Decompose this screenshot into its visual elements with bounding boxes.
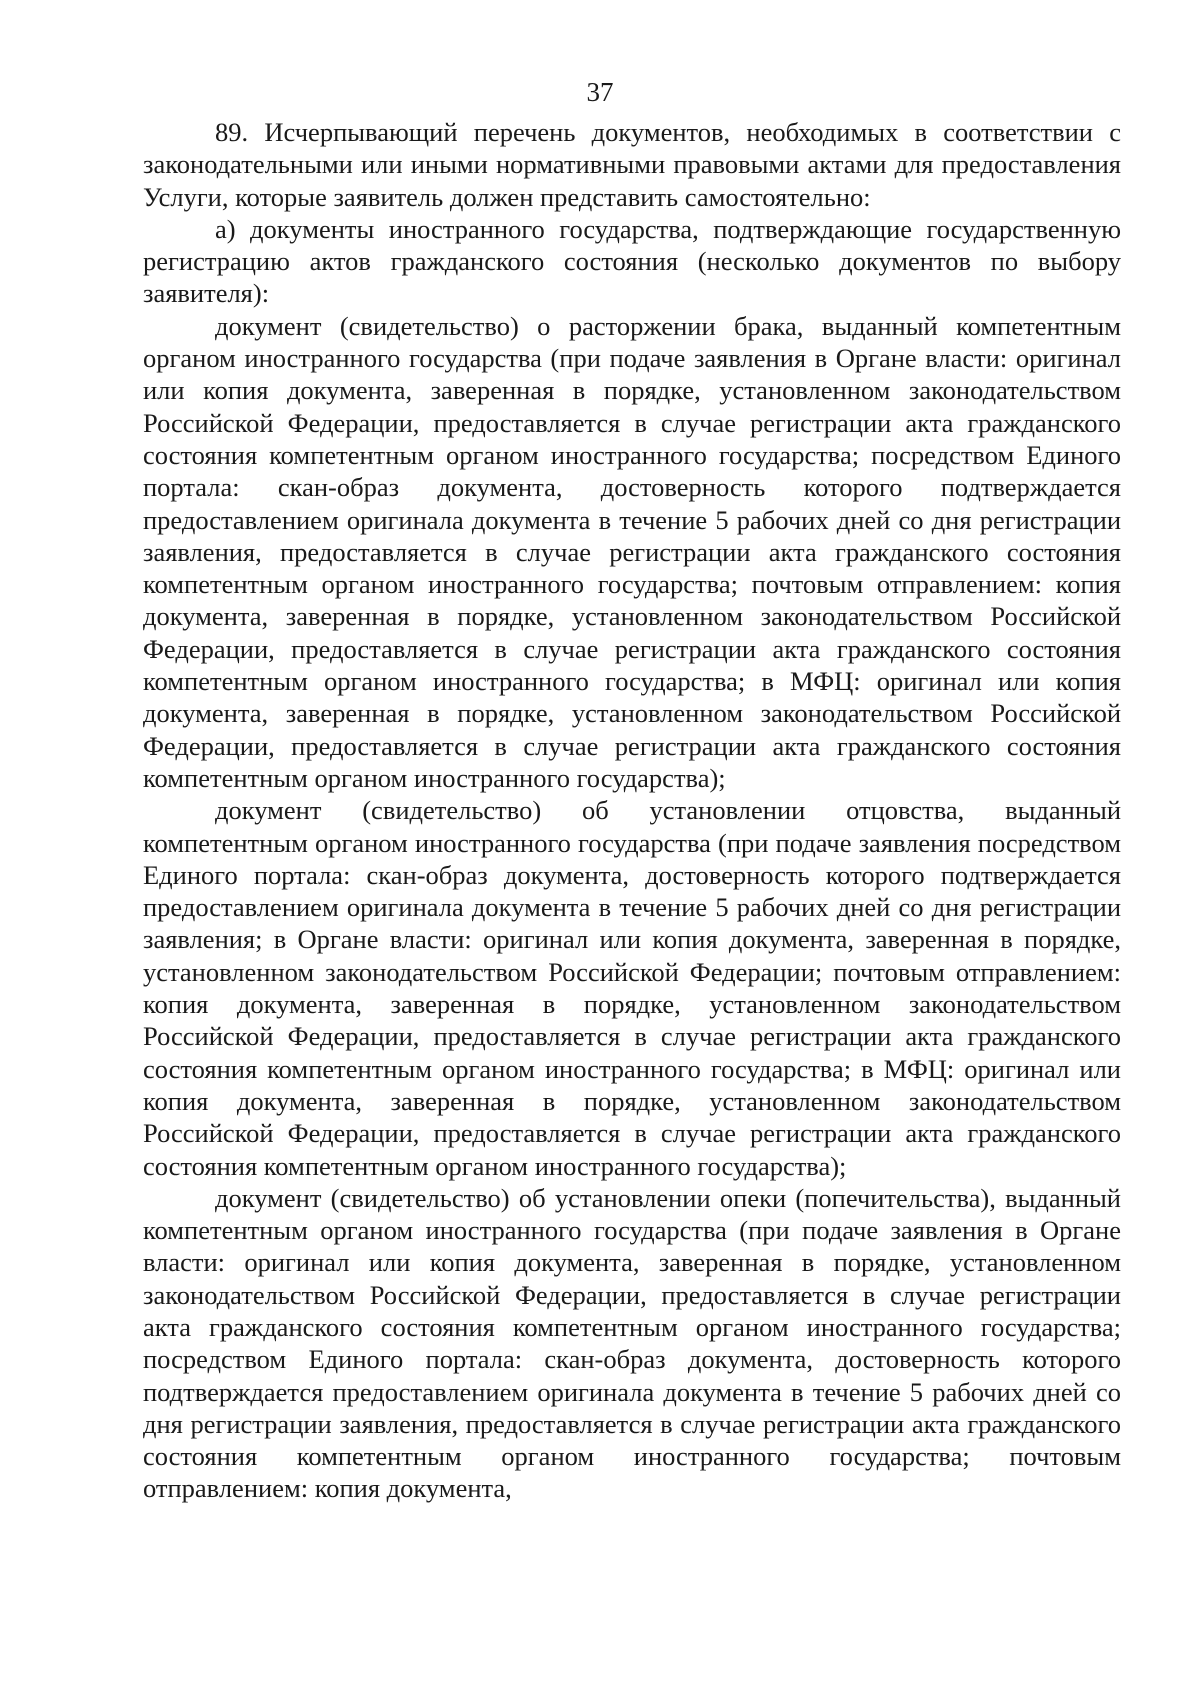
paragraph-guardianship-certificate: документ (свидетельство) об установлении опеки (попечительства), выданный компетентным органом иностранного государства (при подаче заявления в Органе власти: оригинал или копия документа, заверенная в порядке, установленном законодательством Российской Федерации, предоставляется в случае регистрации акта гражданского состояния компетентным органом иностранного государства; посредством Единого портала: скан-образ документа, достоверность которого подтверждается предоставлением оригинала документа в течение 5 рабочих дней со дня регистрации заявления, предоставляется в случае регистрации акта гражданского состояния компетентным органом иностранного государства; почтовым отправлением: копия документа, bbox=[143, 1182, 1121, 1504]
page-number: 37 bbox=[586, 77, 614, 107]
paragraph-paternity-certificate: документ (свидетельство) об установлении отцовства, выданный компетентным органом иностранного государства (при подаче заявления посредством Единого портала: скан-образ документа, достоверность которого подтверждается предоставлением оригинала документа в течение 5 рабочих дней со дня регистрации заявления; в Органе власти: оригинал или копия документа, заверенная в порядке, установленном законодательством Российской Федерации; почтовым отправлением: копия документа, заверенная в порядке, установленном законодательством Российской Федерации, предоставляется в случае регистрации акта гражданского состояния компетентным органом иностранного государства; в МФЦ: оригинал или копия документа, заверенная в порядке, установленном законодательством Российской Федерации, предоставляется в случае регистрации акта гражданского состояния компетентным органом иностранного государства); bbox=[143, 795, 1121, 1181]
paragraph-89-heading: 89. Исчерпывающий перечень документов, необходимых в соответствии с законодательными или иными нормативными правовыми актами для предоставления Услуги, которые заявитель должен представить самостоятельно: bbox=[143, 117, 1121, 212]
paragraph-divorce-certificate: документ (свидетельство) о расторжении брака, выданный компетентным органом иностранного государства (при подаче заявления в Органе власти: оригинал или копия документа, заверенная в порядке, установленном законодательством Российской Федерации, предоставляется в случае регистрации акта гражданского состояния компетентным органом иностранного государства; посредством Единого портала: скан-образ документа, достоверность которого подтверждается предоставлением оригинала документа в течение 5 рабочих дней со дня регистрации заявления, предоставляется в случае регистрации акта гражданского состояния компетентным органом иностранного государства; почтовым отправлением: копия документа, заверенная в порядке, установленном законодательством Российской Федерации, предоставляется в случае регистрации акта гражданского состояния компетентным органом иностранного государства; в МФЦ: оригинал или копия документа, заверенная в порядке, установленном законодательством Российской Федерации, предоставляется в случае регистрации акта гражданского состояния компетентным органом иностранного государства); bbox=[143, 310, 1121, 793]
paragraph-subitem-a: а) документы иностранного государства, подтверждающие государственную регистрацию актов гражданского состояния (несколько документов по выбору заявителя): bbox=[143, 213, 1121, 309]
document-body bbox=[143, 116, 1121, 1505]
